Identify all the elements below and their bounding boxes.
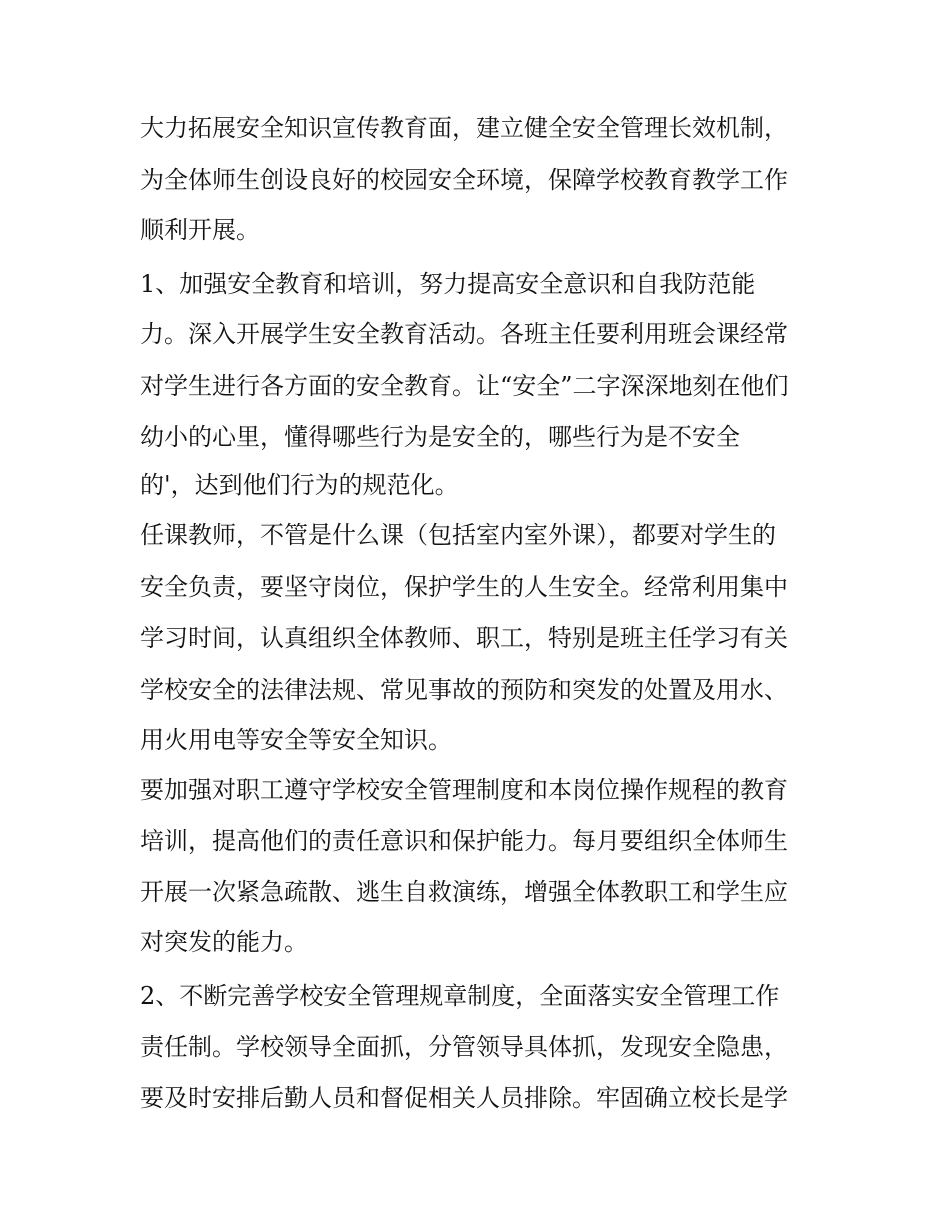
text-line-14: 要加强对职工遵守学校安全管理制度和本岗位操作规程的教育 — [140, 776, 788, 804]
text-line-19: 责任制。学校领导全面抓，分管领导具体抓，发现安全隐患， — [140, 1033, 788, 1061]
text-line-2: 为全体师生创设良好的校园安全环境，保障学校教育教学工作 — [140, 166, 788, 194]
text-line-6: 对学生进行各方面的安全教育。让“安全”二字深深地刻在他们 — [140, 372, 789, 400]
text-line-3: 顺利开展。 — [140, 216, 260, 244]
text-line-15: 培训，提高他们的责任意识和保护能力。每月要组织全体师生 — [140, 827, 788, 855]
text-line-16: 开展一次紧急疏散、逃生自救演练，增强全体教职工和学生应 — [140, 878, 788, 906]
text-line-20: 要及时安排后勤人员和督促相关人员排除。牢固确立校长是学 — [140, 1084, 788, 1112]
text-line-1: 大力拓展安全知识宣传教育面，建立健全安全管理长效机制， — [140, 114, 788, 142]
text-line-17: 对突发的能力。 — [140, 928, 308, 956]
text-line-5: 力。深入开展学生安全教育活动。各班主任要利用班会课经常 — [140, 320, 788, 348]
text-line-11: 学习时间，认真组织全体教师、职工，特别是班主任学习有关 — [140, 624, 788, 652]
text-line-13: 用火用电等安全等安全知识。 — [140, 726, 452, 754]
text-line-10: 安全负责，要坚守岗位，保护学生的人生安全。经常利用集中 — [140, 573, 788, 601]
text-line-8: 的'，达到他们行为的规范化。 — [140, 471, 459, 499]
text-line-7: 幼小的心里，懂得哪些行为是安全的，哪些行为是不安全 — [140, 423, 740, 451]
text-line-9: 任课教师，不管是什么课（包括室内室外课），都要对学生的 — [140, 521, 776, 549]
text-line-12: 学校安全的法律法规、常见事故的预防和突发的处置及用水、 — [140, 676, 788, 704]
text-line-4: 1、加强安全教育和培训，努力提高安全意识和自我防范能 — [140, 270, 756, 298]
text-line-18: 2、不断完善学校安全管理规章制度，全面落实安全管理工作 — [140, 982, 780, 1010]
